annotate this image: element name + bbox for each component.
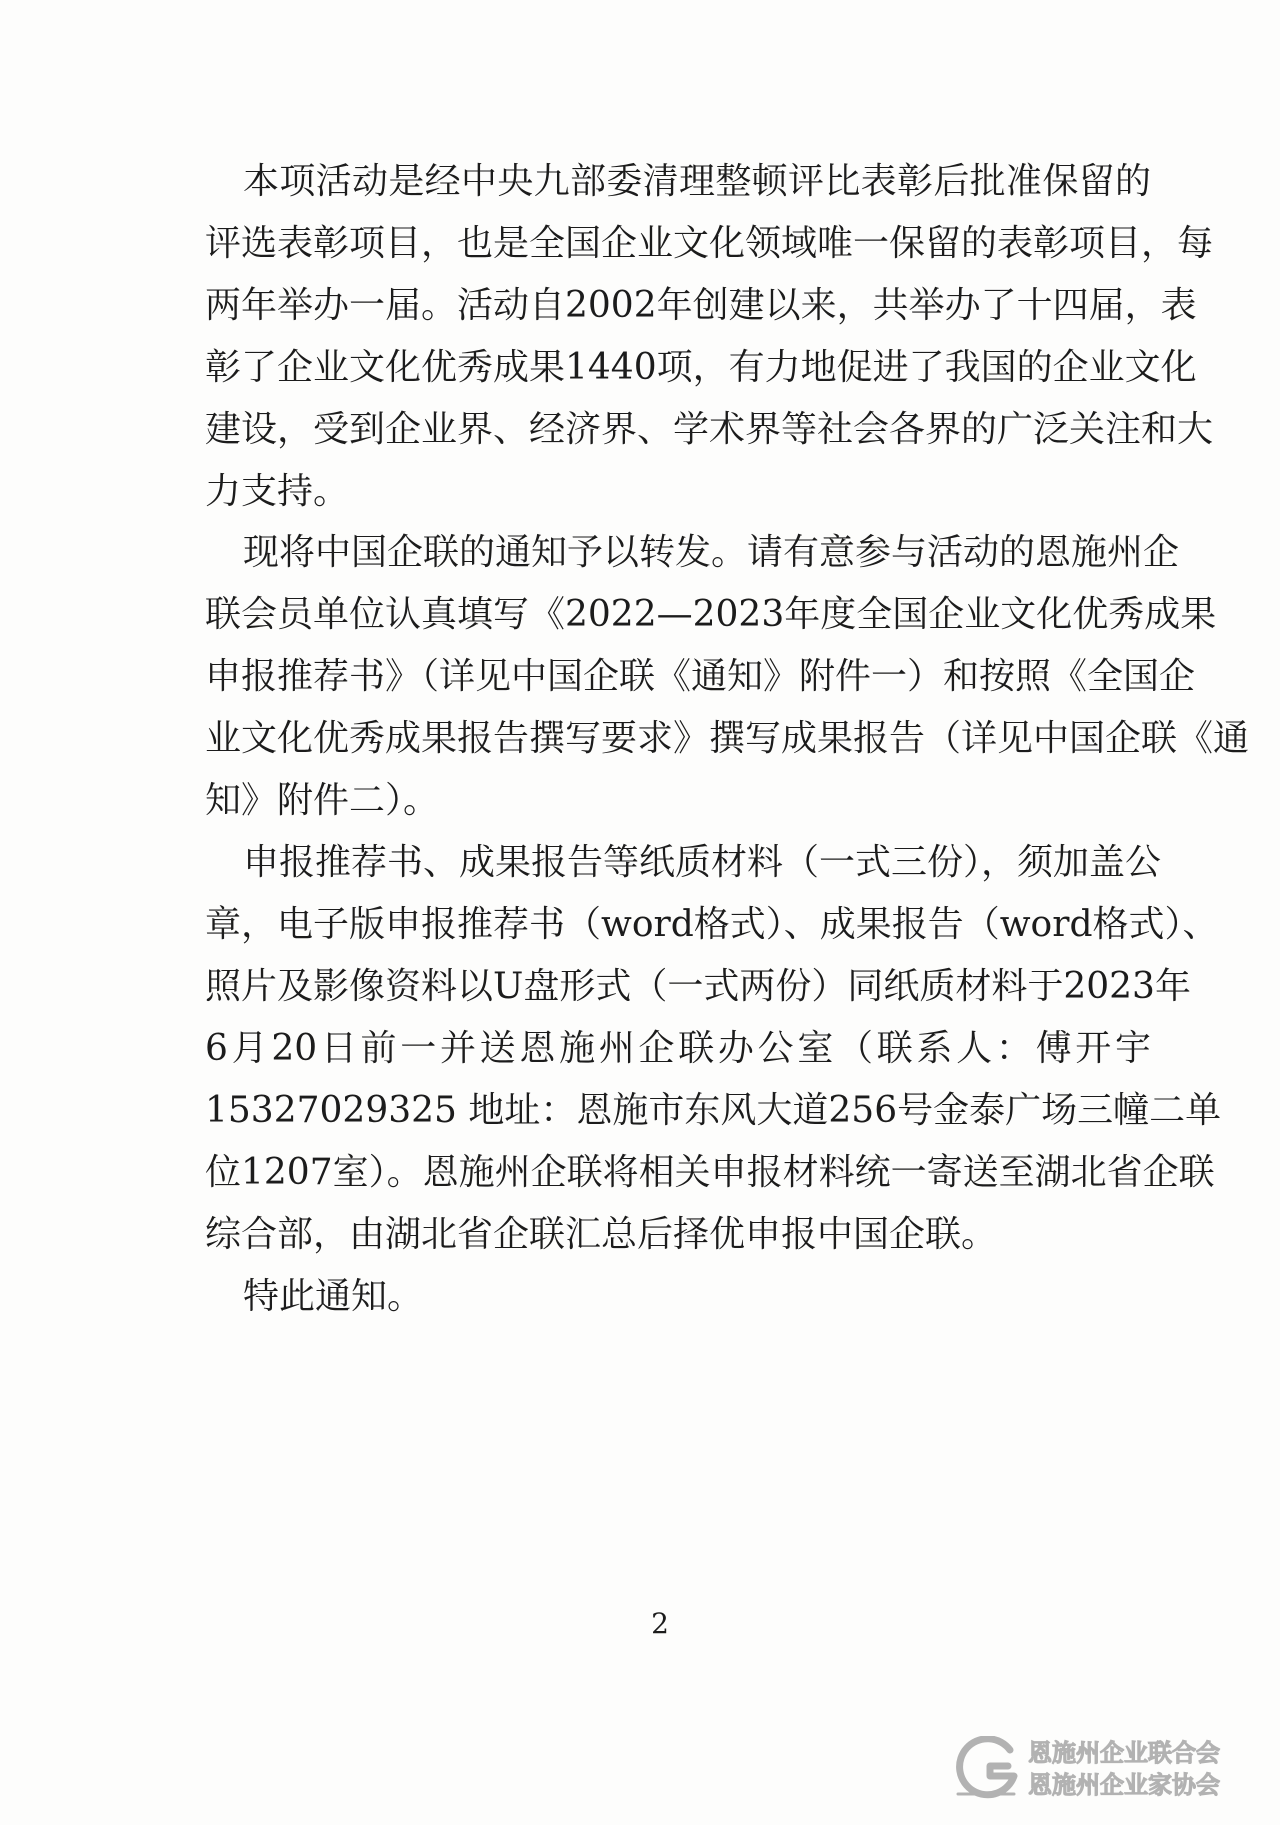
watermark: [950, 1730, 1260, 1810]
paragraph-1-line-5: 建设，受到企业界、经济界、学术界等社会各界的广泛关注和大: [205, 409, 1214, 450]
paragraph-2-line-1: 现将中国企联的通知予以转发。请有意参与活动的恩施州企: [243, 532, 1180, 573]
paragraph-2-line-2: 联会员单位认真填写《2022—2023年度全国企业文化优秀成果: [205, 594, 1217, 635]
paragraph-3-line-3: 照片及影像资料以U盘形式（一式两份）同纸质材料于2023年: [205, 966, 1191, 1007]
paragraph-2-line-5: 知》附件二）。: [205, 780, 440, 821]
paragraph-3-line-7: 综合部，由湖北省企联汇总后择优申报中国企联。: [205, 1214, 998, 1255]
paragraph-1-line-6: 力支持。: [205, 471, 350, 512]
paragraph-3-line-2: 章，电子版申报推荐书（word格式）、成果报告（word格式）、: [205, 904, 1219, 945]
page-number: 2: [651, 1607, 669, 1640]
closing-line: 特此通知。: [243, 1276, 424, 1317]
paragraph-1-line-4: 彰了企业文化优秀成果1440项，有力地促进了我国的企业文化: [205, 347, 1197, 388]
paragraph-3-line-6: 位1207室）。恩施州企联将相关申报材料统一寄送至湖北省企联: [205, 1152, 1215, 1193]
paragraph-3-line-1: 申报推荐书、成果报告等纸质材料（一式三份），须加盖公: [243, 842, 1162, 883]
paragraph-1-line-1: 本项活动是经中央九部委清理整顿评比表彰后批准保留的: [243, 161, 1151, 202]
watermark-line-1: 恩施州企业联合会: [1028, 1739, 1220, 1767]
paragraph-1-line-3: 两年举办一届。活动自2002年创建以来，共举办了十四届，表: [205, 285, 1197, 326]
paragraph-1-line-2: 评选表彰项目，也是全国企业文化领域唯一保留的表彰项目，每: [205, 223, 1214, 264]
paragraph-2-line-4: 业文化优秀成果报告撰写要求》撰写成果报告（详见中国企联《通: [205, 718, 1250, 759]
paragraph-3-line-4: 6月20日前一并送恩施州企联办公室（联系人：傅开宇: [205, 1028, 1151, 1069]
organization-logo-icon: [950, 1736, 1022, 1802]
paragraph-2-line-3: 申报推荐书》（详见中国企联《通知》附件一）和按照《全国企: [205, 656, 1196, 697]
watermark-line-2: 恩施州企业家协会: [1028, 1771, 1220, 1799]
paragraph-3-line-5: 15327029325 地址：恩施市东风大道256号金泰广场三幢二单: [205, 1090, 1222, 1131]
